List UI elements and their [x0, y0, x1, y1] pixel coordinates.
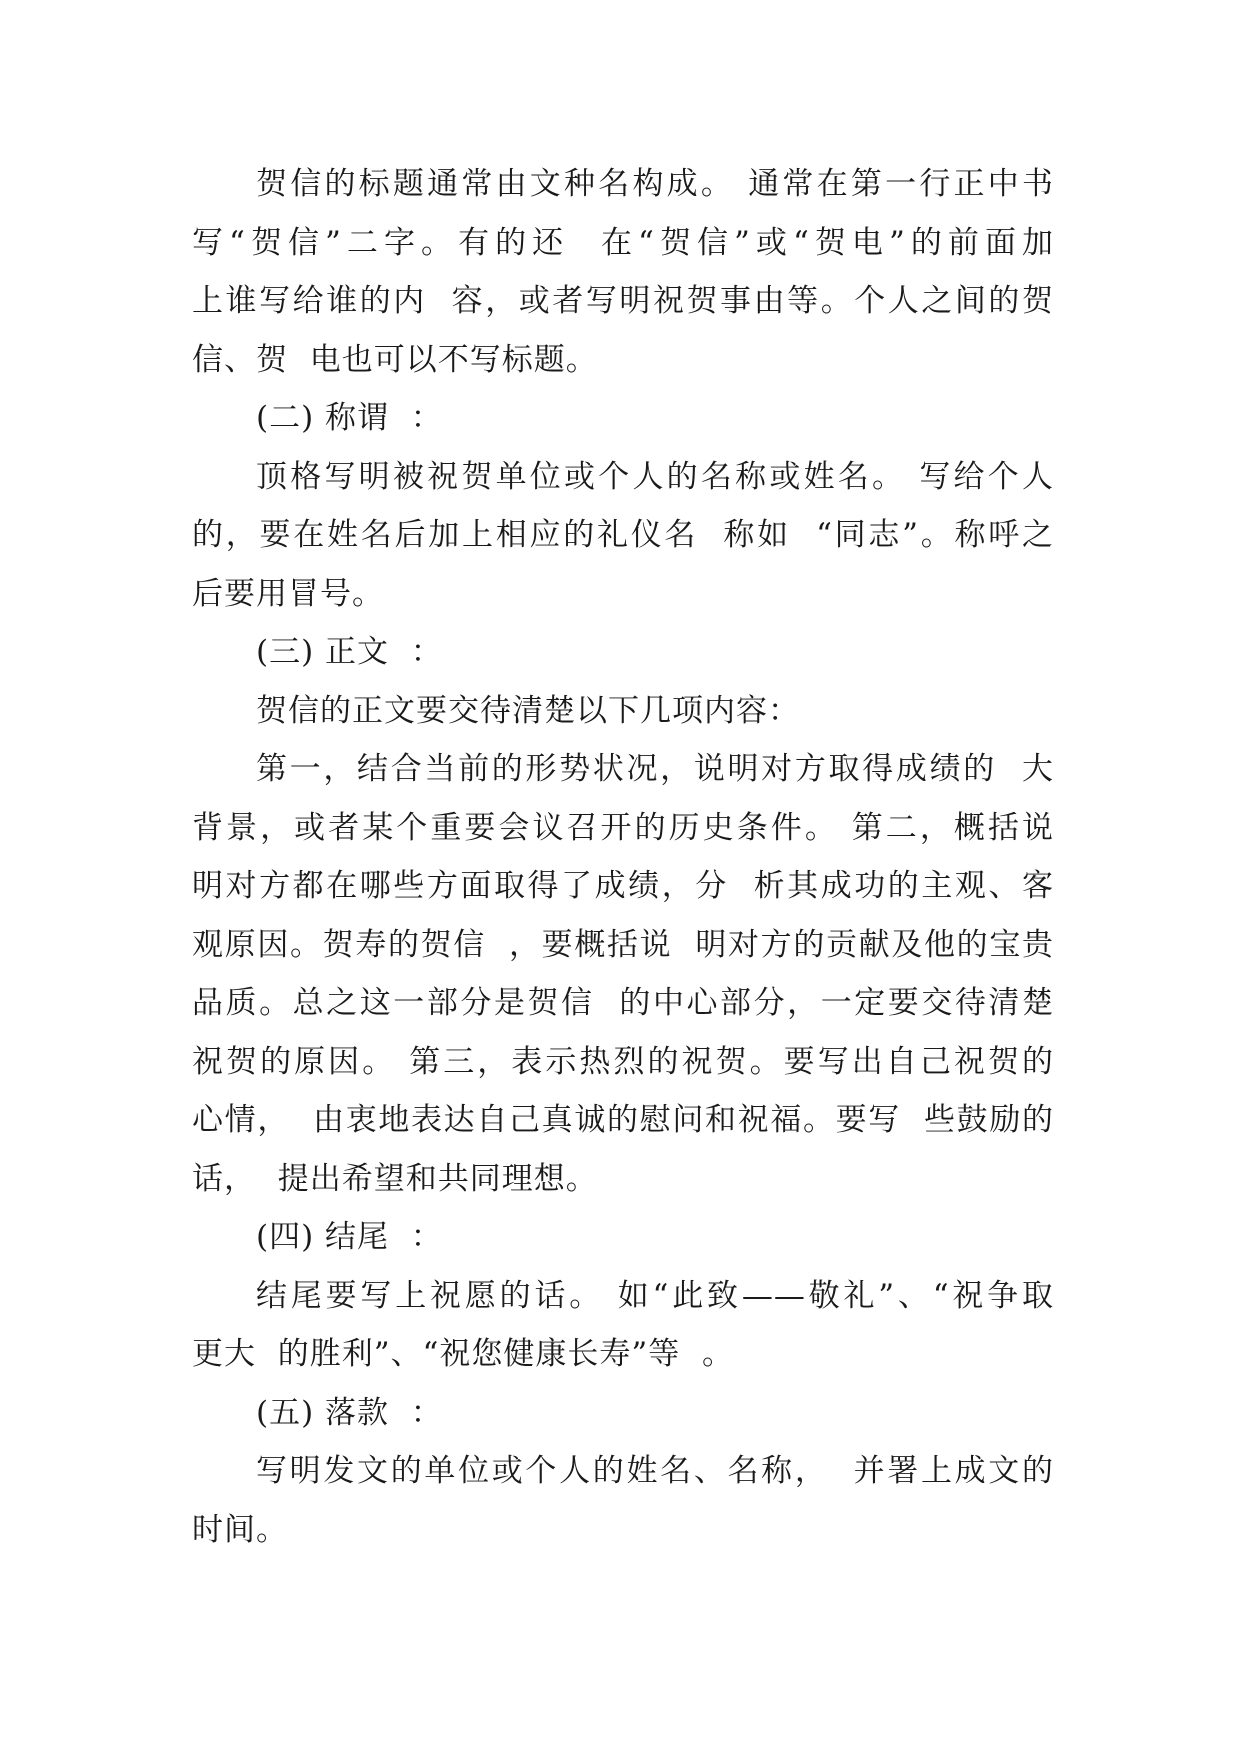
paragraph-line: 明对方都在哪些方面取得了成绩，分 析其成功的主观、客 — [192, 868, 1054, 904]
paragraph-line: 时间。 — [192, 1511, 288, 1548]
paragraph-line: 更大 的胜利”、“祝您健康长寿”等 。 — [192, 1336, 734, 1372]
paragraph-line: 结尾要写上祝愿的话。 如“此致——敬礼”、“祝争取 — [256, 1277, 1054, 1314]
paragraph-line: 信、贺 电也可以不写标题。 — [192, 341, 598, 378]
paragraph-line: 观原因。贺寿的贺信 ，要概括说 明对方的贡献及他的宝贵 — [192, 926, 1054, 963]
paragraph-line: 的，要在姓名后加上相应的礼仪名 称如 “同志”。称呼之 — [192, 517, 1054, 553]
paragraph-line: 话， 提出希望和共同理想。 — [192, 1160, 598, 1197]
paragraph-line: 心情， 由衷地表达自己真诚的慰问和祝福。要写 些鼓励的 — [192, 1102, 1054, 1138]
paragraph-line: 祝贺的原因。 第三，表示热烈的祝贺。要写出自己祝贺的 — [192, 1043, 1054, 1080]
section-heading: (四) 结尾 ： — [256, 1219, 443, 1255]
document-body — [192, 155, 1054, 1559]
paragraph-line: 品质。总之这一部分是贺信 的中心部分，一定要交待清楚 — [192, 985, 1054, 1021]
paragraph-line: 背景，或者某个重要会议召开的历史条件。 第二，概括说 — [192, 809, 1054, 846]
paragraph-line: 第一，结合当前的形势状况，说明对方取得成绩的 大 — [256, 751, 1054, 787]
section-heading: (五) 落款 ： — [256, 1394, 443, 1431]
paragraph-line: 写“贺信”二字。有的还 在“贺信”或“贺电”的前面加 — [192, 224, 1054, 261]
paragraph-line: 后要用冒号。 — [192, 575, 384, 612]
paragraph-line: 写明发文的单位或个人的姓名、名称， 并署上成文的 — [256, 1453, 1054, 1489]
paragraph-line: 贺信的标题通常由文种名构成。 通常在第一行正中书 — [256, 166, 1054, 202]
section-heading: (三) 正文 ： — [256, 634, 443, 670]
paragraph-line: 顶格写明被祝贺单位或个人的名称或姓名。 写给个人 — [256, 458, 1054, 495]
section-heading: (二) 称谓 ： — [256, 400, 443, 436]
paragraph-line: 上谁写给谁的内 容，或者写明祝贺事由等。个人之间的贺 — [192, 283, 1054, 319]
paragraph-line: 贺信的正文要交待清楚以下几项内容： — [256, 692, 800, 729]
